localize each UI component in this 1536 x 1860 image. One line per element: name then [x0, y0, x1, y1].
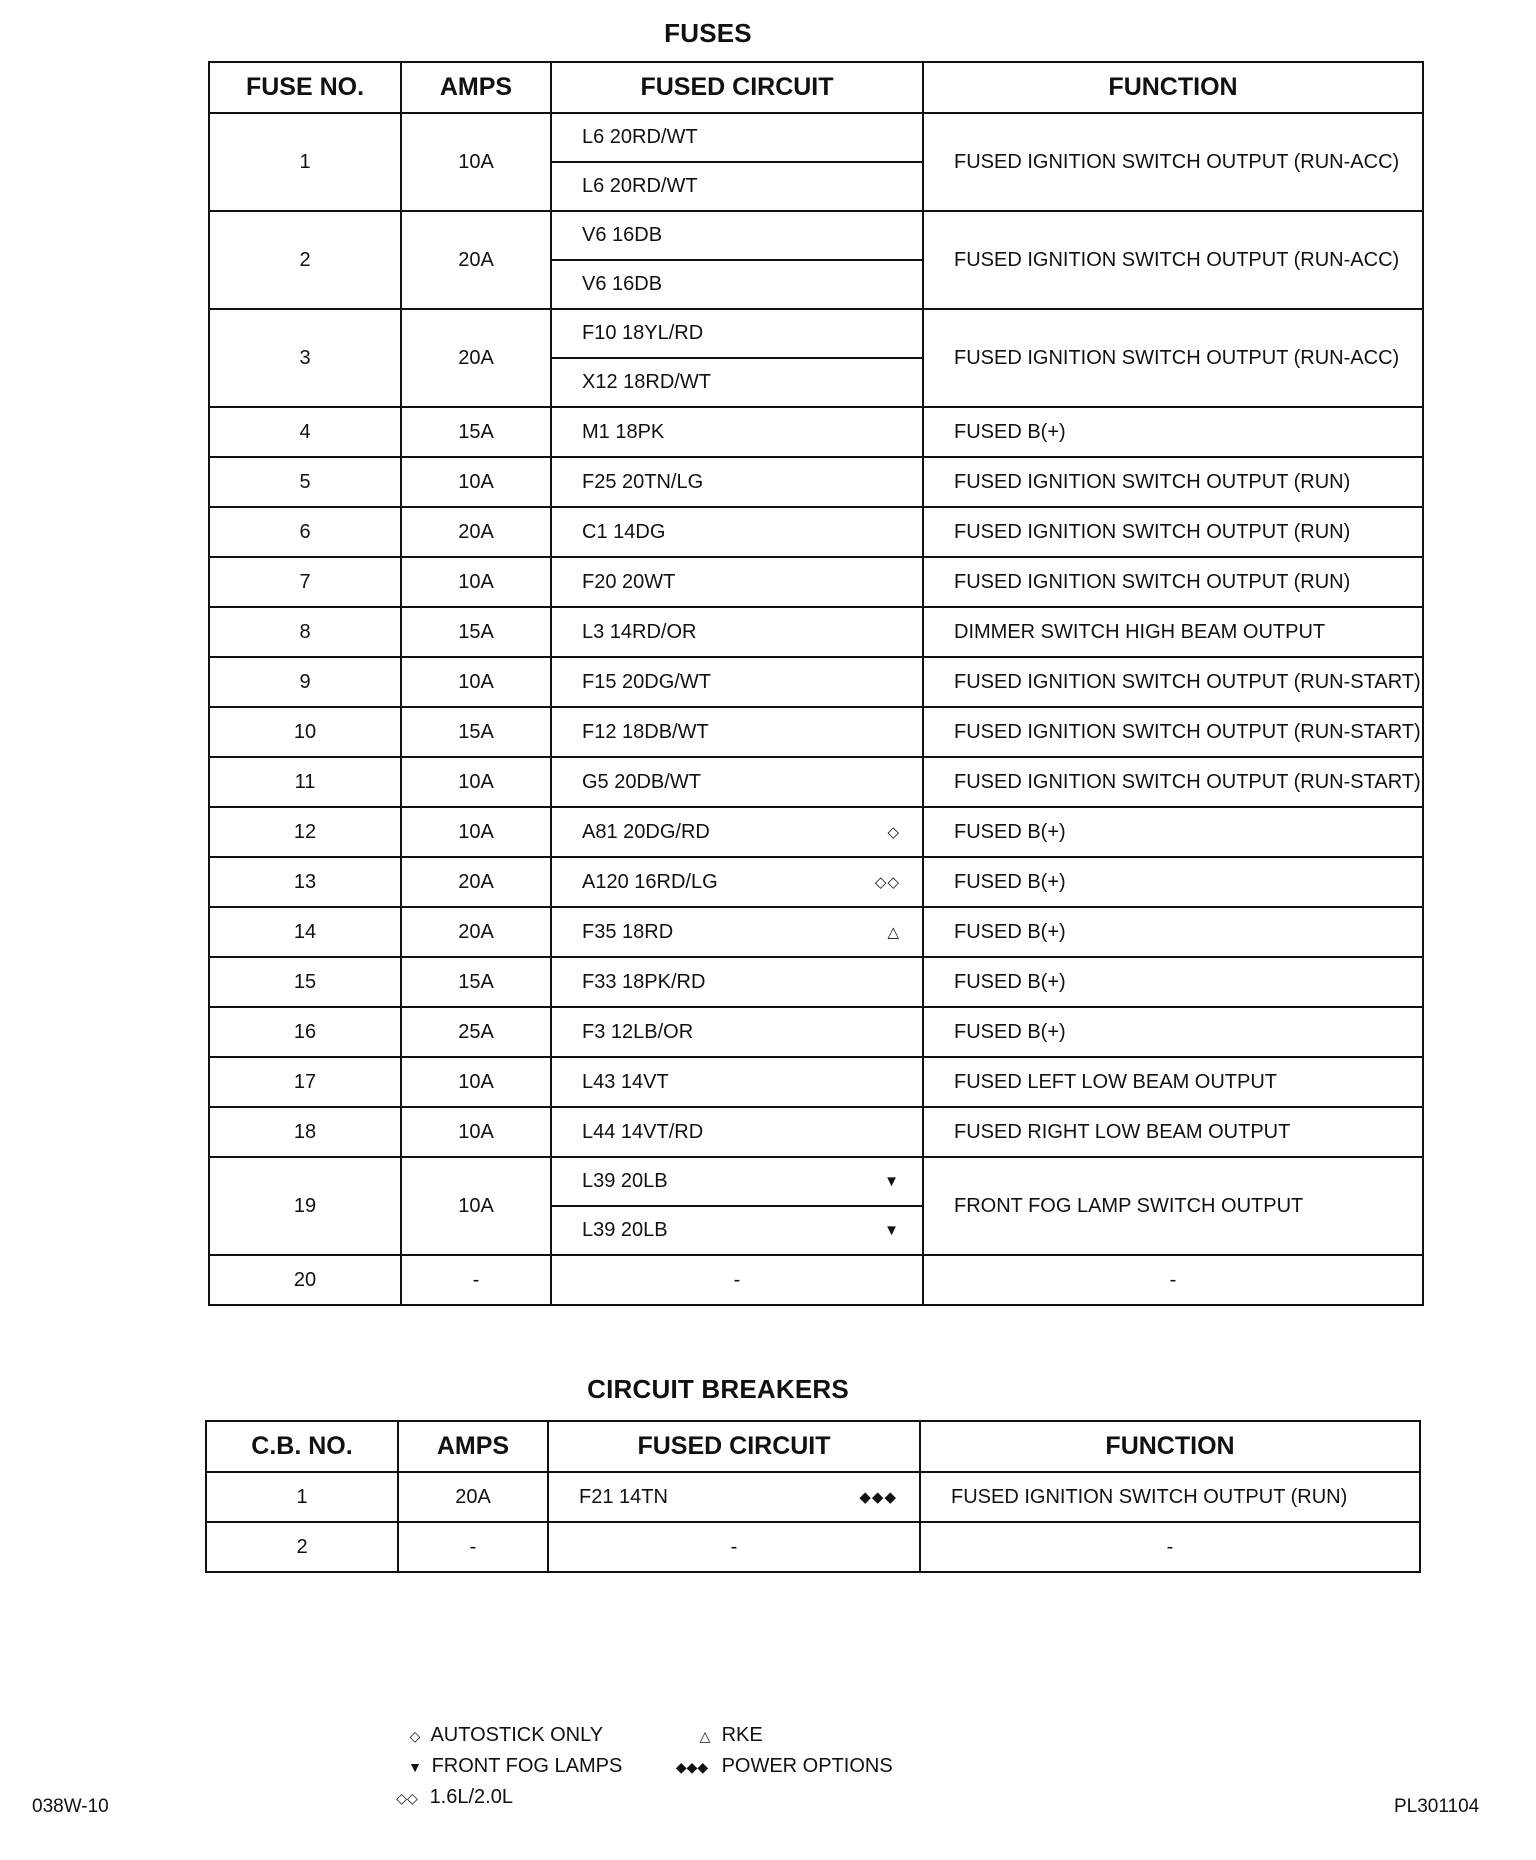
circuit-cell	[582, 1021, 922, 1044]
breaker-amps: 20A	[398, 1472, 548, 1522]
fuse-amps: 10A	[401, 113, 551, 211]
circuit-cell	[582, 871, 922, 894]
circuit-cell	[579, 1486, 919, 1509]
fuse-number: 7	[209, 557, 401, 607]
fuse-amps: 10A	[401, 1057, 551, 1107]
fuse-function: FRONT FOG LAMP SWITCH OUTPUT	[923, 1157, 1423, 1255]
fuse-amps: 10A	[401, 457, 551, 507]
circuit-label: A81 20DG/RD	[582, 820, 710, 843]
fuse-fused-circuit	[551, 907, 923, 957]
fuse-function: FUSED IGNITION SWITCH OUTPUT (RUN-START)	[923, 757, 1423, 807]
fuse-amps: -	[401, 1255, 551, 1305]
fuse-fused-circuit	[551, 557, 923, 607]
header-amps: AMPS	[401, 62, 551, 113]
fuse-amps: 10A	[401, 757, 551, 807]
option-symbol-icon: △	[887, 924, 900, 941]
fuse-fused-circuit	[551, 807, 923, 857]
fuse-fused-circuit	[551, 957, 923, 1007]
circuit-label: L39 20LB	[582, 1170, 668, 1192]
fuse-number: 8	[209, 607, 401, 657]
fuse-amps: 10A	[401, 807, 551, 857]
fuse-row	[209, 707, 1423, 757]
circuit-cell	[582, 621, 922, 644]
fuse-row	[209, 309, 1423, 358]
fuse-fused-circuit	[551, 1255, 923, 1305]
circuit-label: L6 20RD/WT	[582, 175, 698, 197]
circuit-label: L6 20RD/WT	[582, 126, 698, 148]
fuse-amps: 25A	[401, 1007, 551, 1057]
fuse-number: 9	[209, 657, 401, 707]
circuit-label: F21 14TN	[579, 1485, 668, 1508]
circuit-cell	[582, 971, 922, 994]
fuse-function: FUSED IGNITION SWITCH OUTPUT (RUN)	[923, 507, 1423, 557]
circuit-cell	[582, 921, 922, 944]
fuse-number: 10	[209, 707, 401, 757]
fuse-function: FUSED LEFT LOW BEAM OUTPUT	[923, 1057, 1423, 1107]
breaker-function: FUSED IGNITION SWITCH OUTPUT (RUN)	[920, 1472, 1420, 1522]
circuit-label: -	[730, 1535, 738, 1558]
circuit-cell	[582, 1071, 922, 1094]
legend-autostick-label: AUTOSTICK ONLY	[430, 1724, 604, 1746]
fuse-fused-circuit	[551, 657, 923, 707]
legend-rke-label: RKE	[721, 1724, 763, 1746]
circuit-cell	[582, 471, 922, 494]
fuse-number: 20	[209, 1255, 401, 1305]
circuit-label: -	[733, 1268, 741, 1291]
fuse-number: 18	[209, 1107, 401, 1157]
document-code-left: 038W-10	[32, 1796, 109, 1817]
double-diamond-icon: ◇◇	[396, 1790, 418, 1806]
fuse-function: FUSED B(+)	[923, 957, 1423, 1007]
fuse-fused-circuit	[551, 507, 923, 557]
fuse-fused-circuit	[551, 309, 923, 358]
fuse-fused-circuit	[551, 1057, 923, 1107]
circuit-cell	[582, 175, 922, 198]
fuse-fused-circuit	[551, 162, 923, 211]
circuit-label: F15 20DG/WT	[582, 670, 711, 693]
circuit-cell	[582, 821, 922, 844]
fuse-row	[209, 657, 1423, 707]
fuse-number: 1	[209, 113, 401, 211]
fuse-number: 5	[209, 457, 401, 507]
triangle-up-icon: △	[699, 1728, 711, 1744]
fuse-fused-circuit	[551, 707, 923, 757]
fuse-fused-circuit	[551, 1107, 923, 1157]
circuit-label: M1 18PK	[582, 420, 665, 443]
circuit-cell	[582, 771, 922, 794]
breaker-number: 1	[206, 1472, 398, 1522]
fuse-amps: 15A	[401, 607, 551, 657]
triangle-down-icon: ▼	[408, 1759, 422, 1775]
fuse-fused-circuit	[551, 457, 923, 507]
fuse-row	[209, 457, 1423, 507]
circuit-label: L39 20LB	[582, 1219, 668, 1241]
fuse-number: 12	[209, 807, 401, 857]
fuse-fused-circuit	[551, 407, 923, 457]
fuse-number: 13	[209, 857, 401, 907]
fuse-fused-circuit	[551, 211, 923, 260]
fuses-table	[208, 61, 1424, 1306]
fuse-row	[209, 1007, 1423, 1057]
breaker-fused-circuit	[548, 1472, 920, 1522]
legend-right	[668, 1720, 893, 1782]
circuit-cell	[582, 571, 922, 594]
fuse-amps: 15A	[401, 407, 551, 457]
fuse-row	[209, 1107, 1423, 1157]
fuse-amps: 20A	[401, 907, 551, 957]
fuse-row	[209, 1157, 1423, 1206]
circuit-cell	[582, 1121, 922, 1144]
legend-power-label: POWER OPTIONS	[721, 1755, 893, 1777]
legend-autostick	[390, 1720, 622, 1751]
fuse-function: FUSED IGNITION SWITCH OUTPUT (RUN-ACC)	[923, 211, 1423, 309]
triple-diamond-icon: ◆◆◆	[675, 1759, 709, 1775]
circuit-label: F10 18YL/RD	[582, 322, 704, 344]
fuse-function: FUSED B(+)	[923, 857, 1423, 907]
fuse-function: DIMMER SWITCH HIGH BEAM OUTPUT	[923, 607, 1423, 657]
fuse-fused-circuit	[551, 757, 923, 807]
circuit-breakers-title: CIRCUIT BREAKERS	[587, 1374, 849, 1404]
legend-fog-label: FRONT FOG LAMPS	[431, 1755, 623, 1777]
header-cb-no: C.B. NO.	[206, 1421, 398, 1472]
fuse-amps: 10A	[401, 1157, 551, 1255]
fuse-function: FUSED IGNITION SWITCH OUTPUT (RUN-ACC)	[923, 309, 1423, 407]
fuse-amps: 15A	[401, 707, 551, 757]
fuses-header-row	[209, 62, 1423, 113]
fuse-number: 6	[209, 507, 401, 557]
circuit-cell	[582, 421, 922, 444]
option-symbol-icon: ◇	[887, 824, 900, 841]
fuse-amps: 15A	[401, 957, 551, 1007]
circuit-cell	[582, 224, 922, 247]
fuse-amps: 10A	[401, 557, 551, 607]
fuse-row	[209, 113, 1423, 162]
fuse-function: FUSED IGNITION SWITCH OUTPUT (RUN)	[923, 457, 1423, 507]
fuse-number: 19	[209, 1157, 401, 1255]
fuse-function: FUSED B(+)	[923, 807, 1423, 857]
fuse-function: FUSED B(+)	[923, 907, 1423, 957]
breaker-amps: -	[398, 1522, 548, 1572]
fuse-function: FUSED IGNITION SWITCH OUTPUT (RUN-START)	[923, 707, 1423, 757]
option-symbol-icon: ▼	[884, 1173, 900, 1190]
header-function: FUNCTION	[923, 62, 1423, 113]
fuse-row	[209, 857, 1423, 907]
circuit-label: V6 16DB	[582, 224, 663, 246]
fuse-number: 2	[209, 211, 401, 309]
fuse-row	[209, 507, 1423, 557]
fuse-fused-circuit	[551, 113, 923, 162]
fuse-fused-circuit	[551, 1007, 923, 1057]
fuse-fused-circuit	[551, 857, 923, 907]
fuse-function: FUSED B(+)	[923, 407, 1423, 457]
fuse-amps: 20A	[401, 309, 551, 407]
fuse-row	[209, 607, 1423, 657]
breaker-fused-circuit	[548, 1522, 920, 1572]
legend-left	[390, 1720, 622, 1813]
circuit-label: F3 12LB/OR	[582, 1020, 694, 1043]
fuse-row	[209, 1057, 1423, 1107]
fuse-row	[209, 957, 1423, 1007]
header-function: FUNCTION	[920, 1421, 1420, 1472]
circuit-cell	[582, 1219, 922, 1242]
fuses-title: FUSES	[664, 18, 752, 48]
fuse-amps: 20A	[401, 857, 551, 907]
option-symbol-icon: ▼	[884, 1222, 900, 1239]
circuit-label: F33 18PK/RD	[582, 970, 706, 993]
circuit-cell	[582, 273, 922, 296]
legend-rke	[668, 1720, 893, 1751]
fuse-number: 16	[209, 1007, 401, 1057]
circuit-cell	[582, 721, 922, 744]
fuse-row	[209, 807, 1423, 857]
circuit-label: X12 18RD/WT	[582, 371, 711, 393]
legend-engine-label: 1.6L/2.0L	[429, 1786, 513, 1808]
circuit-breakers-table	[205, 1420, 1421, 1573]
circuit-cell	[582, 1170, 922, 1193]
breaker-row	[206, 1472, 1420, 1522]
fuse-number: 17	[209, 1057, 401, 1107]
circuit-cell	[582, 371, 922, 394]
circuit-cell	[582, 521, 922, 544]
header-fused-circuit: FUSED CIRCUIT	[551, 62, 923, 113]
header-amps: AMPS	[398, 1421, 548, 1472]
fuse-function: FUSED IGNITION SWITCH OUTPUT (RUN)	[923, 557, 1423, 607]
fuse-number: 11	[209, 757, 401, 807]
legend-engine	[390, 1782, 622, 1813]
fuse-number: 15	[209, 957, 401, 1007]
circuit-label: L3 14RD/OR	[582, 620, 697, 643]
fuse-fused-circuit	[551, 607, 923, 657]
circuit-cell	[582, 322, 922, 345]
circuit-label: F12 18DB/WT	[582, 720, 709, 743]
fuse-amps: 20A	[401, 211, 551, 309]
breaker-row	[206, 1522, 1420, 1572]
option-symbol-icon: ◇◇	[874, 874, 900, 891]
circuit-cell	[582, 126, 922, 149]
fuse-fused-circuit	[551, 1157, 923, 1206]
circuit-label: F20 20WT	[582, 570, 676, 593]
fuse-amps: 10A	[401, 1107, 551, 1157]
circuit-cell	[582, 671, 922, 694]
fuse-row	[209, 211, 1423, 260]
circuit-cell	[552, 1269, 922, 1292]
breaker-number: 2	[206, 1522, 398, 1572]
fuse-function: -	[923, 1255, 1423, 1305]
fuse-amps: 10A	[401, 657, 551, 707]
fuse-amps: 20A	[401, 507, 551, 557]
document-code-right: PL301104	[1394, 1796, 1480, 1817]
header-fuse-no: FUSE NO.	[209, 62, 401, 113]
fuse-row	[209, 407, 1423, 457]
circuit-cell	[549, 1536, 919, 1559]
fuse-row	[209, 557, 1423, 607]
circuit-label: F25 20TN/LG	[582, 470, 704, 493]
fuse-function: FUSED RIGHT LOW BEAM OUTPUT	[923, 1107, 1423, 1157]
fuse-fused-circuit	[551, 1206, 923, 1255]
fuse-fused-circuit	[551, 260, 923, 309]
fuse-number: 3	[209, 309, 401, 407]
fuse-function: FUSED IGNITION SWITCH OUTPUT (RUN-START)	[923, 657, 1423, 707]
circuit-label: C1 14DG	[582, 520, 666, 543]
legend-fog	[390, 1751, 622, 1782]
fuse-number: 14	[209, 907, 401, 957]
circuit-label: L43 14VT	[582, 1070, 669, 1093]
breaker-function: -	[920, 1522, 1420, 1572]
fuse-function: FUSED IGNITION SWITCH OUTPUT (RUN-ACC)	[923, 113, 1423, 211]
fuse-row	[209, 1255, 1423, 1305]
circuit-label: A120 16RD/LG	[582, 870, 718, 893]
fuse-fused-circuit	[551, 358, 923, 407]
option-symbol-icon: ◆◆◆	[859, 1489, 897, 1506]
fuse-function: FUSED B(+)	[923, 1007, 1423, 1057]
circuit-label: L44 14VT/RD	[582, 1120, 704, 1143]
fuse-row	[209, 907, 1423, 957]
fuse-number: 4	[209, 407, 401, 457]
legend-power	[668, 1751, 893, 1782]
circuit-label: V6 16DB	[582, 273, 663, 295]
circuit-label: G5 20DB/WT	[582, 770, 701, 793]
diamond-outline-icon: ◇	[409, 1728, 421, 1744]
header-fused-circuit: FUSED CIRCUIT	[548, 1421, 920, 1472]
circuit-label: F35 18RD	[582, 920, 674, 943]
breakers-header-row	[206, 1421, 1420, 1472]
fuse-row	[209, 757, 1423, 807]
